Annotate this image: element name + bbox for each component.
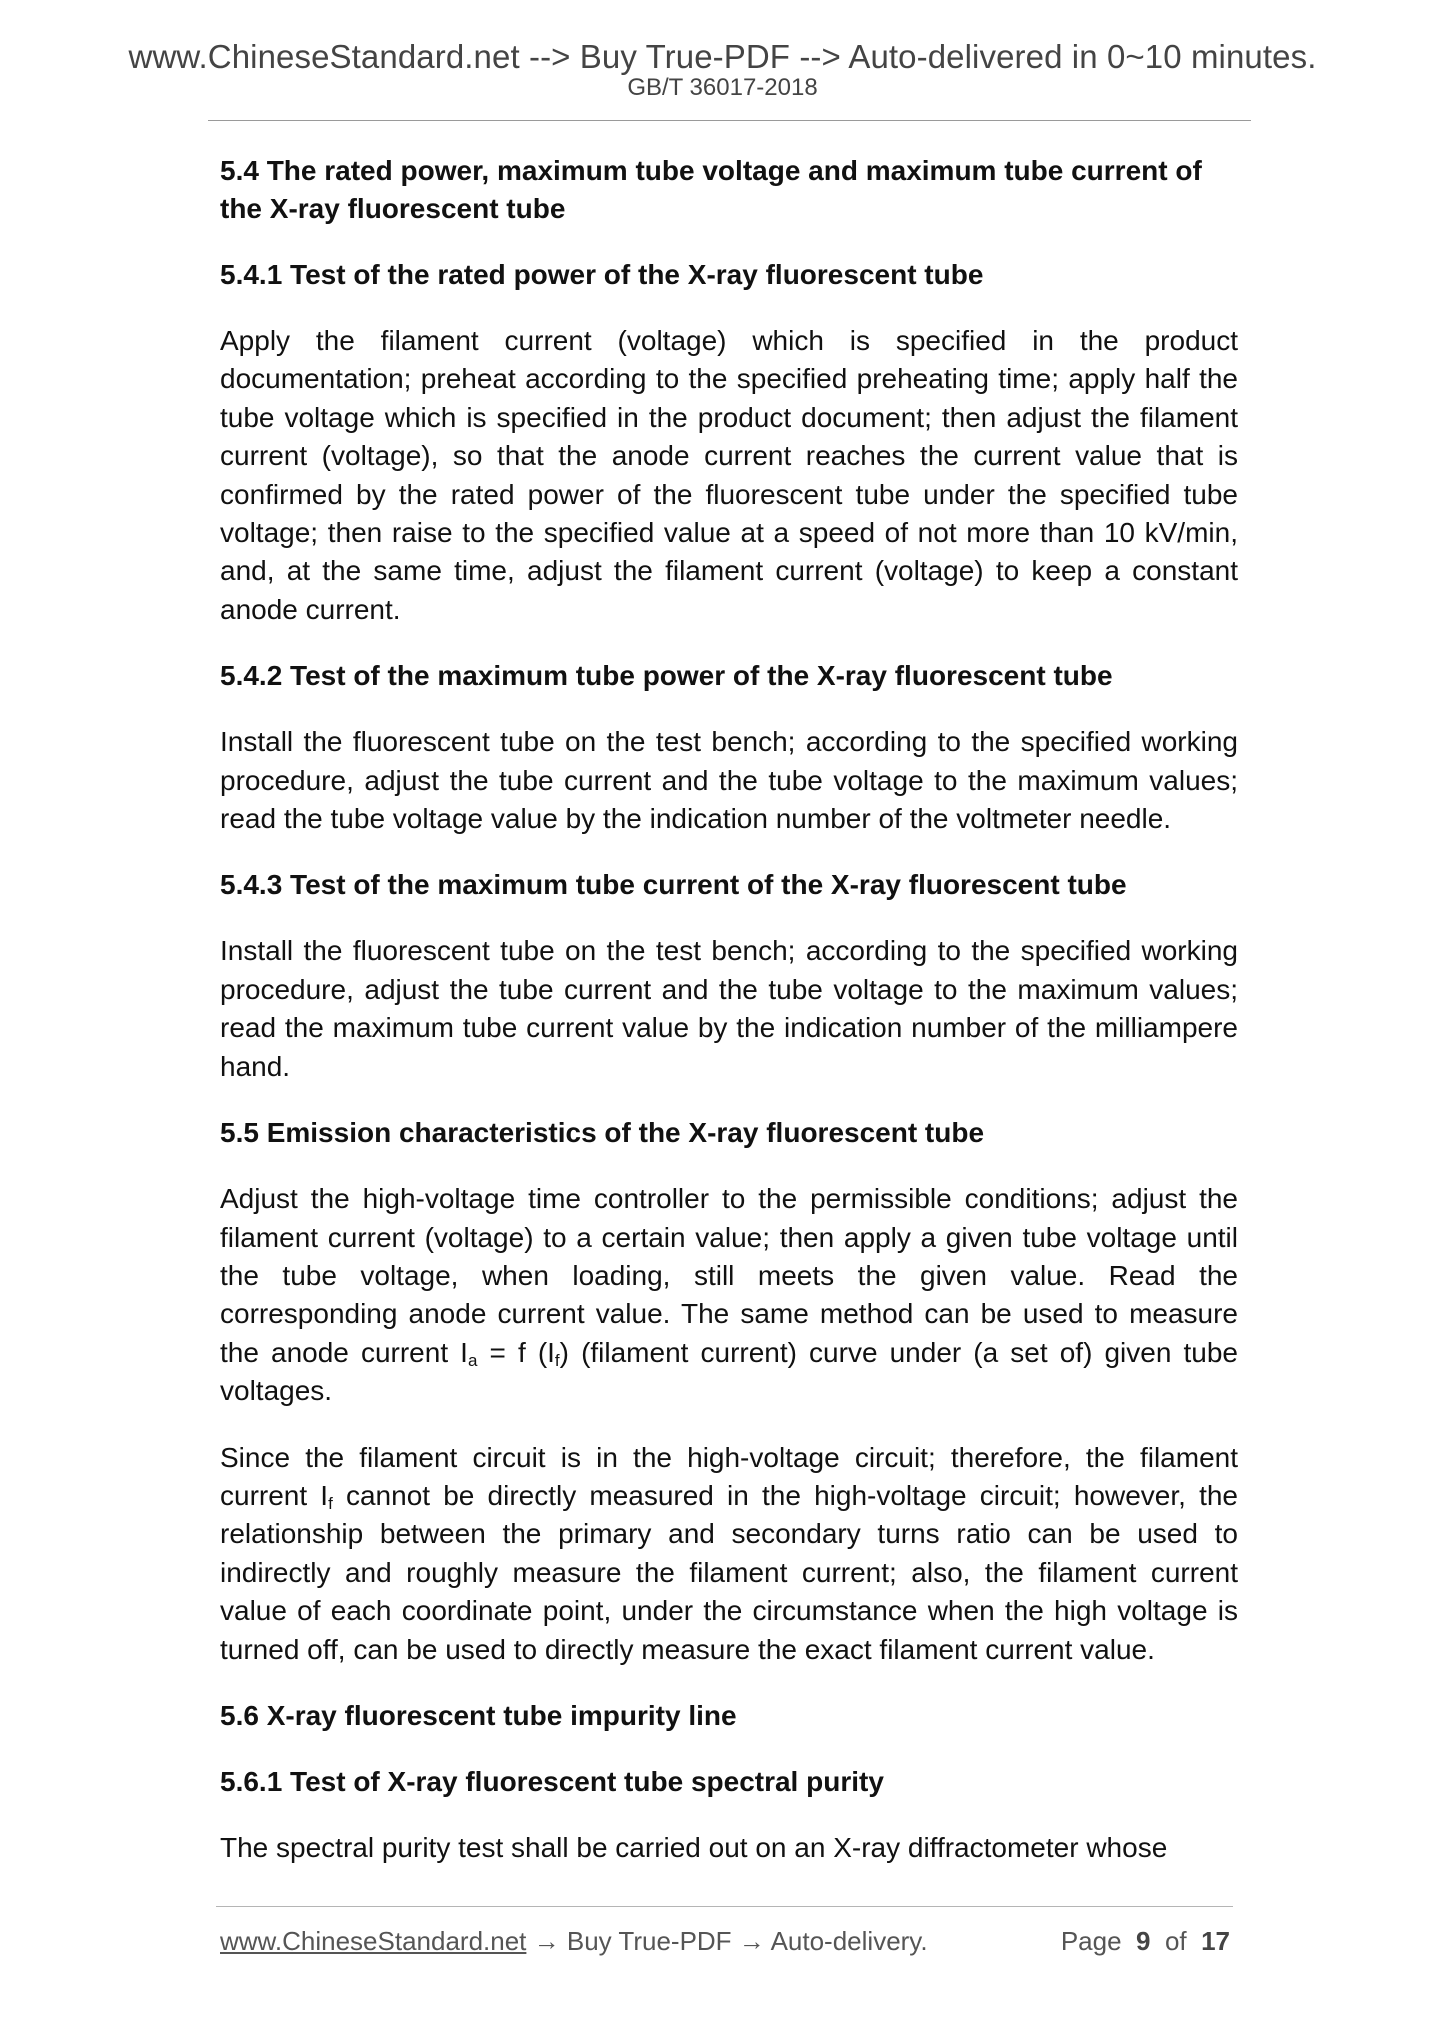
paragraph-5-5-1 <box>220 1180 1238 1410</box>
page-footer <box>220 1926 1230 1957</box>
heading-5-6: 5.6 X-ray fluorescent tube impurity line <box>220 1699 737 1731</box>
heading-5-4: 5.4 The rated power, maximum tube voltage and maximum tube current of the X-ray fluorescent tube <box>220 155 1202 224</box>
subscript-f: f <box>328 1493 333 1513</box>
site-banner: www.ChineseStandard.net --> Buy True-PDF --> Auto-delivered in 0~10 minutes. <box>128 38 1317 75</box>
paragraph-5-6-1: The spectral purity test shall be carried out on an X-ray diffractometer whose <box>220 1831 1168 1863</box>
footer-site-link[interactable]: www.ChineseStandard.net <box>220 1926 527 1956</box>
subscript-a: a <box>467 1350 478 1370</box>
page-indicator <box>1061 1926 1230 1957</box>
subscript-f: f <box>554 1350 560 1370</box>
paragraph-5-5-2 <box>220 1439 1238 1669</box>
heading-5-5: 5.5 Emission characteristics of the X-ray fluorescent tube <box>220 1117 985 1149</box>
paragraph-5-5-2-part-b: cannot be directly measured in the high-voltage circuit; however, the relationship between the primary and secondary turns ratio can be used to indirectly and roughly measure the filament current; also, the filament current value of each coordinate point, under the circumstance when the high voltage is turned off, can be used to directly measure the exact filament current value. <box>220 1479 1238 1665</box>
footer-tagline: → Buy True-PDF → Auto-delivery. <box>526 1926 928 1956</box>
heading-5-4-3: 5.4.3 Test of the maximum tube current of the X-ray fluorescent tube <box>220 869 1127 901</box>
paragraph-5-5-1-part-c: ) (filament current) curve under (a set of) given tube voltages. <box>220 1336 1238 1407</box>
page-label: Page <box>1060 1926 1122 1956</box>
header-divider <box>208 120 1251 121</box>
heading-5-4-1: 5.4.1 Test of the rated power of the X-ray fluorescent tube <box>220 259 984 290</box>
paragraph-5-4-1: Apply the filament current (voltage) which is specified in the product documentation; preheat according to the specified preheating time; apply half the tube voltage which is specified in the product document; then adjust the filament current (voltage), so that the anode current reaches the current value that is confirmed by the rated power of the fluorescent tube under the specified tube voltage; then raise to the specified value at a speed of not more than 10 kV/min, and, at the same time, adjust the filament current (voltage) to keep a constant anode current. <box>220 325 1238 625</box>
paragraph-5-5-1-part-b: = f (I <box>477 1336 555 1368</box>
paragraph-5-4-3: Install the fluorescent tube on the test bench; according to the specified working procedure, adjust the tube current and the tube voltage to the maximum values; read the maximum tube current value by the indication number of the milliampere hand. <box>220 935 1238 1082</box>
standard-code: GB/T 36017-2018 <box>627 74 818 101</box>
paragraph-5-4-2: Install the fluorescent tube on the test bench; according to the specified working procedure, adjust the tube current and the tube voltage to the maximum values; read the tube voltage value by the indication number of the voltmeter needle. <box>220 726 1238 835</box>
paragraph-5-5-1-part-a: Adjust the high-voltage time controller to the permissible conditions; adjust the filament current (voltage) to a certain value; then apply a given tube voltage until the tube voltage, when loading, still meets the given value. Read the corresponding anode current value. The same method can be used to measure the anode current I <box>220 1183 1238 1368</box>
page-current: 9 <box>1136 1926 1151 1956</box>
footer-divider <box>216 1906 1233 1907</box>
heading-5-6-1: 5.6.1 Test of X-ray fluorescent tube spectral purity <box>220 1765 884 1797</box>
heading-5-4-2: 5.4.2 Test of the maximum tube power of the X-ray fluorescent tube <box>220 660 1113 692</box>
paragraph-5-5-2-part-a: Since the filament circuit is in the high-voltage circuit; therefore, the filament current I <box>220 1441 1238 1511</box>
of-label: of <box>1164 1926 1187 1956</box>
document-body <box>220 152 1238 1867</box>
page-total: 17 <box>1201 1926 1230 1956</box>
